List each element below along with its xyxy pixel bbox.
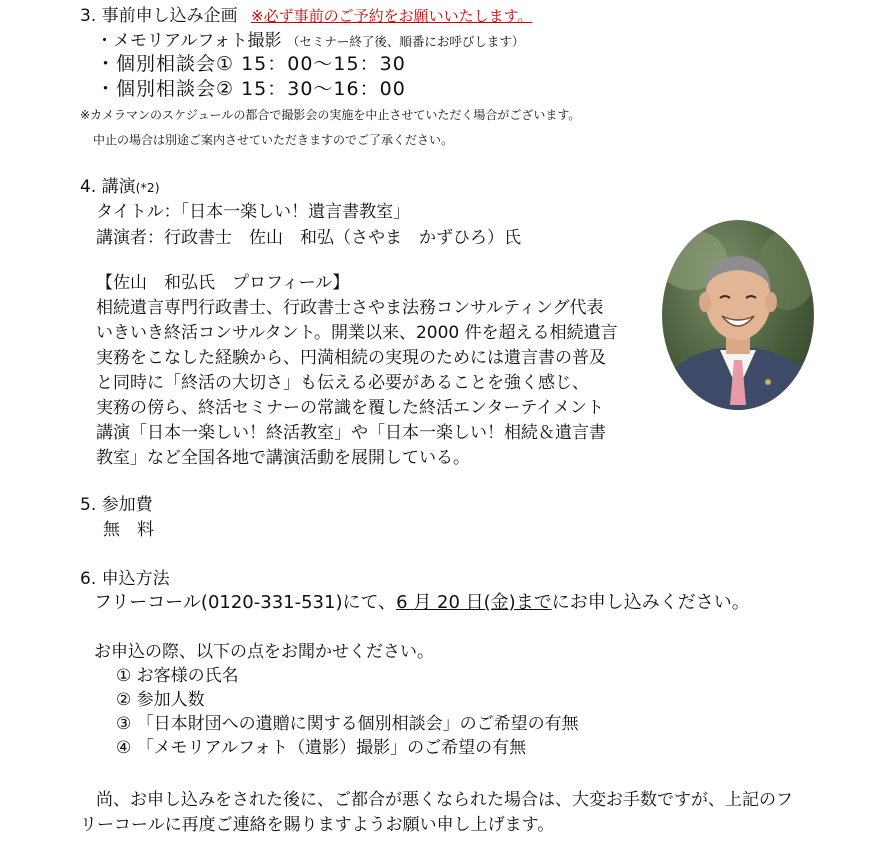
section-5-heading: 5. 参加費 [80, 495, 153, 515]
freecall-number: 0120-331-531 [207, 592, 336, 613]
section-6-heading: 6. 申込方法 [80, 569, 170, 589]
cancel-note: 中止の場合は別途ご案内させていただきますのでご了承ください。 [93, 133, 454, 147]
consultation-2: ・個別相談会② 15：30～16：00 [96, 78, 406, 100]
profile-line: 教室」など全国各地で講演活動を展開している。 [96, 448, 470, 468]
lecture-speaker: 講演者：行政書士 佐山 和弘（さやま かずひろ）氏 [96, 228, 521, 248]
memorial-photo-note: （セミナー終了後、順番にお呼びします） [286, 34, 525, 49]
profile-line: いきいき終活コンサルタント。開業以来、2000 件を超える相続遺言 [96, 323, 618, 343]
freecall-tail: にお申し込みください。 [551, 592, 750, 613]
speaker-photo [662, 220, 814, 410]
ask-item: ② 参加人数 [116, 690, 205, 710]
freecall-line [94, 591, 750, 615]
freecall-mid: )にて、 [335, 592, 397, 613]
section-3-heading: 3. 事前申し込み企画 [80, 6, 238, 26]
memorial-photo-item: ・メモリアルフォト撮影 [96, 31, 282, 51]
ask-item: ① お客様の氏名 [116, 666, 239, 686]
profile-line: 実務をこなした経験から、円満相続の実現のためには遺言書の普及 [96, 348, 606, 368]
section-4-heading: 4. 講演 [80, 177, 136, 197]
profile-line: 相続遺言専門行政書士、行政書士さやま法務コンサルティング代表 [96, 298, 604, 318]
ask-line: お申込の際、以下の点をお聞かせください。 [94, 642, 434, 662]
ask-item: ④ 「メモリアルフォト（遺影）撮影」のご希望の有無 [116, 738, 527, 758]
schedule-note: ※カメラマンのスケジュールの都合で撮影会の実施を中止させていただく場合がございます。 [80, 108, 581, 122]
photo-item-line [96, 29, 524, 54]
profile-heading: 【佐山 和弘氏 プロフィール】 [96, 273, 350, 293]
application-deadline: 6 月 20 日(金)まで [396, 592, 552, 613]
ask-item: ③ 「日本財団への遺贈に関する個別相談会」のご希望の有無 [116, 714, 579, 734]
section-4-heading-note: (*2) [135, 180, 160, 195]
profile-line: 講演「日本一楽しい！終活教室」や「日本一楽しい！相続＆遺言書 [96, 423, 606, 443]
consultation-1: ・個別相談会① 15：00～15：30 [96, 53, 406, 75]
lecture-title: タイトル：「日本一楽しい！遺言書教室」 [96, 202, 411, 222]
closing-line-1: 尚、お申し込みをされた後に、ご都合が悪くなられた場合は、大変お手数ですが、上記のフ [96, 790, 793, 810]
closing-line-2: リーコールに再度ご連絡を賜りますようお願い申し上げます。 [80, 815, 555, 835]
profile-line: 実務の傍ら、終活セミナーの常識を覆した終活エンターテイメント [96, 398, 604, 418]
reservation-notice: ※必ず事前のご予約をお願いいたします。 [251, 7, 533, 25]
fee-value: 無 料 [103, 520, 154, 540]
section-3-heading-line [80, 4, 532, 28]
freecall-label: フリーコール( [94, 592, 208, 613]
profile-line: と同時に「終活の大切さ」も伝える必要があることを強く感じ、 [96, 373, 589, 393]
section-4-heading-line [80, 175, 160, 200]
